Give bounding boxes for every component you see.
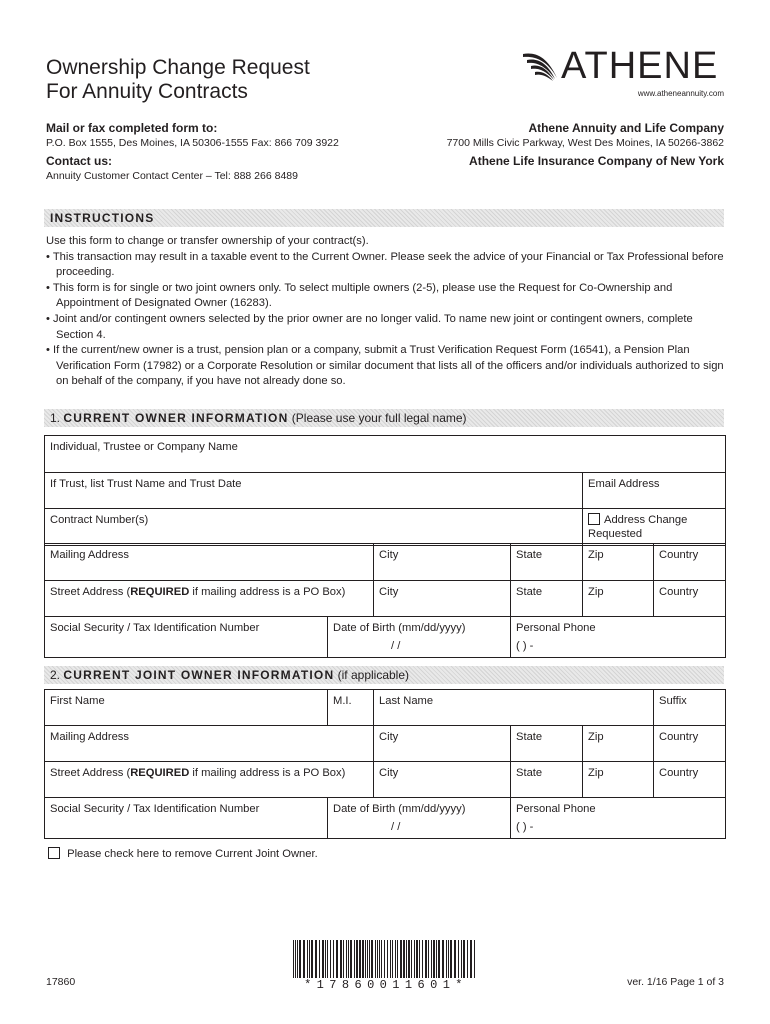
street-address-prefix: Street Address (	[50, 586, 131, 598]
mail-address: P.O. Box 1555, Des Moines, IA 50306-1555 Fax: 866 709 3922	[46, 137, 339, 149]
contact-phone: Annuity Customer Contact Center – Tel: 888 266 8489	[46, 170, 298, 182]
barcode-bar	[392, 940, 393, 978]
barcode-bar	[461, 940, 462, 978]
section-2-subheading: (if applicable)	[334, 668, 410, 682]
mail-label: Mail or fax completed form to:	[46, 121, 218, 135]
remove-joint-owner-option	[48, 847, 318, 860]
instruction-bullet: • This transaction may result in a taxable event to the Current Owner. Please seek the advice of your Financial or Tax Professional before proceeding.	[46, 250, 724, 279]
barcode-bar	[327, 940, 328, 978]
barcode-bar	[403, 940, 405, 978]
barcode-bar	[303, 940, 305, 978]
barcode-bar	[446, 940, 447, 978]
barcode-bar	[406, 940, 407, 978]
section-1-number: 1.	[50, 411, 64, 425]
dob-slashes: / /	[391, 640, 401, 652]
barcode-bar	[359, 940, 361, 978]
phone-label: Personal Phone	[516, 622, 596, 634]
barcode-bar	[371, 940, 373, 978]
barcode-bar	[307, 940, 308, 978]
section-1-header	[44, 409, 724, 427]
barcode-bar	[431, 940, 432, 978]
athene-logo	[521, 46, 726, 86]
barcode-bar	[448, 940, 449, 978]
barcode-bar	[474, 940, 475, 978]
joint-state-field[interactable]	[511, 726, 583, 762]
street-zip-field[interactable]	[583, 581, 654, 617]
joint-city-field[interactable]	[374, 726, 511, 762]
barcode-bar	[343, 940, 344, 978]
company-name-1: Athene Annuity and Life Company	[528, 121, 724, 135]
barcode-bar	[400, 940, 402, 978]
instruction-bullet: • This form is for single or two joint owners only. To select multiple owners (2-5), please use the Request for Co-Ownership and Appointment of Designated Owner (16283).	[46, 281, 673, 310]
city-label: City	[379, 586, 399, 598]
owner-name-label: Individual, Trustee or Company Name	[50, 441, 238, 453]
joint-country-field[interactable]	[654, 726, 726, 762]
state-label: State	[516, 731, 543, 743]
email-label: Email Address	[588, 478, 660, 490]
instructions-header	[44, 209, 724, 227]
current-owner-address-table	[44, 543, 726, 658]
title-line-1: Ownership Change Request	[46, 56, 310, 79]
barcode-bar	[365, 940, 366, 978]
country-label: Country	[659, 767, 699, 779]
joint-zip-field[interactable]	[583, 726, 654, 762]
barcode-bar	[350, 940, 352, 978]
city-label: City	[379, 767, 399, 779]
company-block	[447, 120, 724, 169]
contract-number-field[interactable]	[45, 509, 583, 546]
barcode-bar	[377, 940, 378, 978]
street-address-field[interactable]	[45, 581, 374, 617]
barcode-bar	[467, 940, 468, 978]
barcode-bar	[470, 940, 472, 978]
title-line-2: For Annuity Contracts	[46, 80, 248, 103]
barcode-bar	[309, 940, 310, 978]
barcode-bar	[395, 940, 396, 978]
joint-ssn-field[interactable]	[45, 798, 328, 839]
mail-contact-block	[46, 120, 339, 183]
barcode-bar	[387, 940, 388, 978]
barcode-bar	[428, 940, 429, 978]
joint-dob-field[interactable]	[328, 798, 511, 839]
mailing-address-label: Mailing Address	[50, 549, 129, 561]
instructions-heading: INSTRUCTIONS	[50, 211, 155, 225]
barcode-bar	[425, 940, 427, 978]
barcode-bar	[336, 940, 338, 978]
barcode-bar	[384, 940, 385, 978]
barcode-bar	[325, 940, 326, 978]
address-change-cell	[583, 509, 726, 546]
barcode-bar	[433, 940, 435, 978]
dob-field[interactable]	[328, 617, 511, 658]
barcode-bar	[333, 940, 334, 978]
trust-name-label: If Trust, list Trust Name and Trust Date	[50, 478, 242, 490]
barcode-bar	[299, 940, 301, 978]
barcode-bar	[340, 940, 342, 978]
barcode-digits: *17860011601*	[304, 978, 468, 992]
phone-label: Personal Phone	[516, 803, 596, 815]
version-page: ver. 1/16 Page 1 of 3	[627, 976, 724, 988]
section-1-subheading: (Please use your full legal name)	[288, 411, 467, 425]
street-address-suffix: if mailing address is a PO Box)	[189, 767, 346, 779]
section-2-header	[44, 666, 724, 684]
barcode-bar	[411, 940, 412, 978]
barcode-bar	[354, 940, 355, 978]
trust-name-field[interactable]	[45, 473, 583, 509]
mailing-address-label: Mailing Address	[50, 731, 129, 743]
barcode-bar	[442, 940, 444, 978]
barcode-bar	[408, 940, 410, 978]
address-change-checkbox[interactable]	[588, 513, 600, 525]
barcode-bar	[379, 940, 380, 978]
barcode-bar	[362, 940, 364, 978]
barcode-bar	[293, 940, 294, 978]
first-name-label: First Name	[50, 695, 105, 707]
joint-street-state-field[interactable]	[511, 762, 583, 798]
dob-slashes: / /	[391, 821, 401, 833]
barcode-bar	[367, 940, 368, 978]
barcode-bar	[422, 940, 423, 978]
barcode-bar	[346, 940, 347, 978]
section-2-heading: CURRENT JOINT OWNER INFORMATION	[63, 668, 335, 682]
ssn-field[interactable]	[45, 617, 328, 658]
joint-street-city-field[interactable]	[374, 762, 511, 798]
remove-joint-owner-checkbox[interactable]	[48, 847, 60, 859]
phone-format: ( ) -	[516, 640, 534, 652]
country-label: Country	[659, 586, 699, 598]
barcode-bar	[322, 940, 324, 978]
barcode-bar	[381, 940, 382, 978]
joint-street-country-field[interactable]	[654, 762, 726, 798]
remove-joint-owner-label: Please check here to remove Current Joint Owner.	[67, 848, 318, 860]
barcode-bar	[436, 940, 437, 978]
section-2-number: 2.	[50, 668, 64, 682]
joint-street-zip-field[interactable]	[583, 762, 654, 798]
joint-mailing-address-field[interactable]	[45, 726, 374, 762]
state-field[interactable]	[511, 544, 583, 581]
contract-number-label: Contract Number(s)	[50, 514, 149, 526]
barcode-bar	[319, 940, 320, 978]
street-address-required: REQUIRED	[130, 586, 190, 598]
barcode-bar	[330, 940, 331, 978]
page-title	[46, 56, 310, 104]
state-label: State	[516, 767, 543, 779]
country-label: Country	[659, 731, 699, 743]
zip-label: Zip	[588, 586, 604, 598]
mailing-address-field[interactable]	[45, 544, 374, 581]
company-address-1: 7700 Mills Civic Parkway, West Des Moines, IA 50266-3862	[446, 137, 724, 149]
address-change-label: Address Change Requested	[588, 514, 688, 540]
state-label: State	[516, 549, 543, 561]
joint-last-name-field[interactable]	[374, 690, 654, 726]
logo-wordmark: ATHENE	[561, 45, 719, 87]
barcode-bar	[369, 940, 370, 978]
barcode-bar	[419, 940, 420, 978]
form-number: 17860	[46, 976, 76, 988]
joint-street-address-field[interactable]	[45, 762, 374, 798]
street-country-field[interactable]	[654, 581, 726, 617]
street-city-field[interactable]	[374, 581, 511, 617]
city-label: City	[379, 549, 399, 561]
country-field[interactable]	[654, 544, 726, 581]
zip-label: Zip	[588, 767, 604, 779]
mi-label: M.I.	[333, 695, 352, 707]
barcode-bar	[356, 940, 358, 978]
instructions-body	[46, 234, 726, 390]
joint-first-name-field[interactable]	[45, 690, 328, 726]
athene-wing-icon	[521, 46, 563, 86]
barcode-bar	[315, 940, 317, 978]
country-label: Country	[659, 549, 699, 561]
dob-label: Date of Birth (mm/dd/yyyy)	[333, 622, 466, 634]
barcode-bar	[450, 940, 452, 978]
zip-field[interactable]	[583, 544, 654, 581]
instruction-bullet: • If the current/new owner is a trust, pension plan or a company, submit a Trust Verification Request Form (16541), a Pension Plan Verification Form (17982) or a Corporate Resolution or similar document that lists all of the officers and/or individuals authorized to sign on behalf of the company, if you have not already done so.	[46, 344, 724, 388]
barcode-bar	[397, 940, 398, 978]
street-address-suffix: if mailing address is a PO Box)	[189, 586, 346, 598]
dob-label: Date of Birth (mm/dd/yyyy)	[333, 803, 466, 815]
city-field[interactable]	[374, 544, 511, 581]
barcode-bar	[416, 940, 418, 978]
email-field[interactable]	[583, 473, 726, 509]
section-1-heading: CURRENT OWNER INFORMATION	[63, 411, 289, 425]
current-owner-table	[44, 435, 726, 546]
barcode-bar	[438, 940, 440, 978]
website-url: www.atheneannuity.com	[637, 89, 724, 98]
instructions-intro: Use this form to change or transfer ownership of your contract(s).	[46, 235, 369, 247]
owner-name-field[interactable]	[45, 436, 726, 473]
street-address-required: REQUIRED	[130, 767, 190, 779]
ssn-label: Social Security / Tax Identification Number	[50, 803, 260, 815]
joint-phone-field[interactable]	[511, 798, 726, 839]
joint-suffix-field[interactable]	[654, 690, 726, 726]
company-name-2: Athene Life Insurance Company of New York	[469, 154, 724, 168]
barcode-bar	[375, 940, 376, 978]
barcode-bar	[390, 940, 391, 978]
phone-format: ( ) -	[516, 821, 534, 833]
zip-label: Zip	[588, 731, 604, 743]
street-state-field[interactable]	[511, 581, 583, 617]
instruction-bullet: • Joint and/or contingent owners selected by the prior owner are no longer valid. To name new joint or contingent owners, complete Section 4.	[46, 312, 693, 341]
barcode-bar	[414, 940, 415, 978]
barcode-bar	[311, 940, 313, 978]
barcode-bar	[463, 940, 465, 978]
ssn-label: Social Security / Tax Identification Number	[50, 622, 260, 634]
contact-label: Contact us:	[46, 154, 112, 168]
barcode-bar	[297, 940, 298, 978]
barcode-bar	[295, 940, 296, 978]
barcode-bar	[454, 940, 456, 978]
joint-owner-table	[44, 689, 726, 839]
city-label: City	[379, 731, 399, 743]
suffix-label: Suffix	[659, 695, 687, 707]
phone-field[interactable]	[511, 617, 726, 658]
barcode-bar	[458, 940, 459, 978]
barcode-bar	[348, 940, 349, 978]
zip-label: Zip	[588, 549, 604, 561]
street-address-prefix: Street Address (	[50, 767, 131, 779]
barcode	[293, 940, 478, 978]
last-name-label: Last Name	[379, 695, 434, 707]
joint-mi-field[interactable]	[328, 690, 374, 726]
state-label: State	[516, 586, 543, 598]
